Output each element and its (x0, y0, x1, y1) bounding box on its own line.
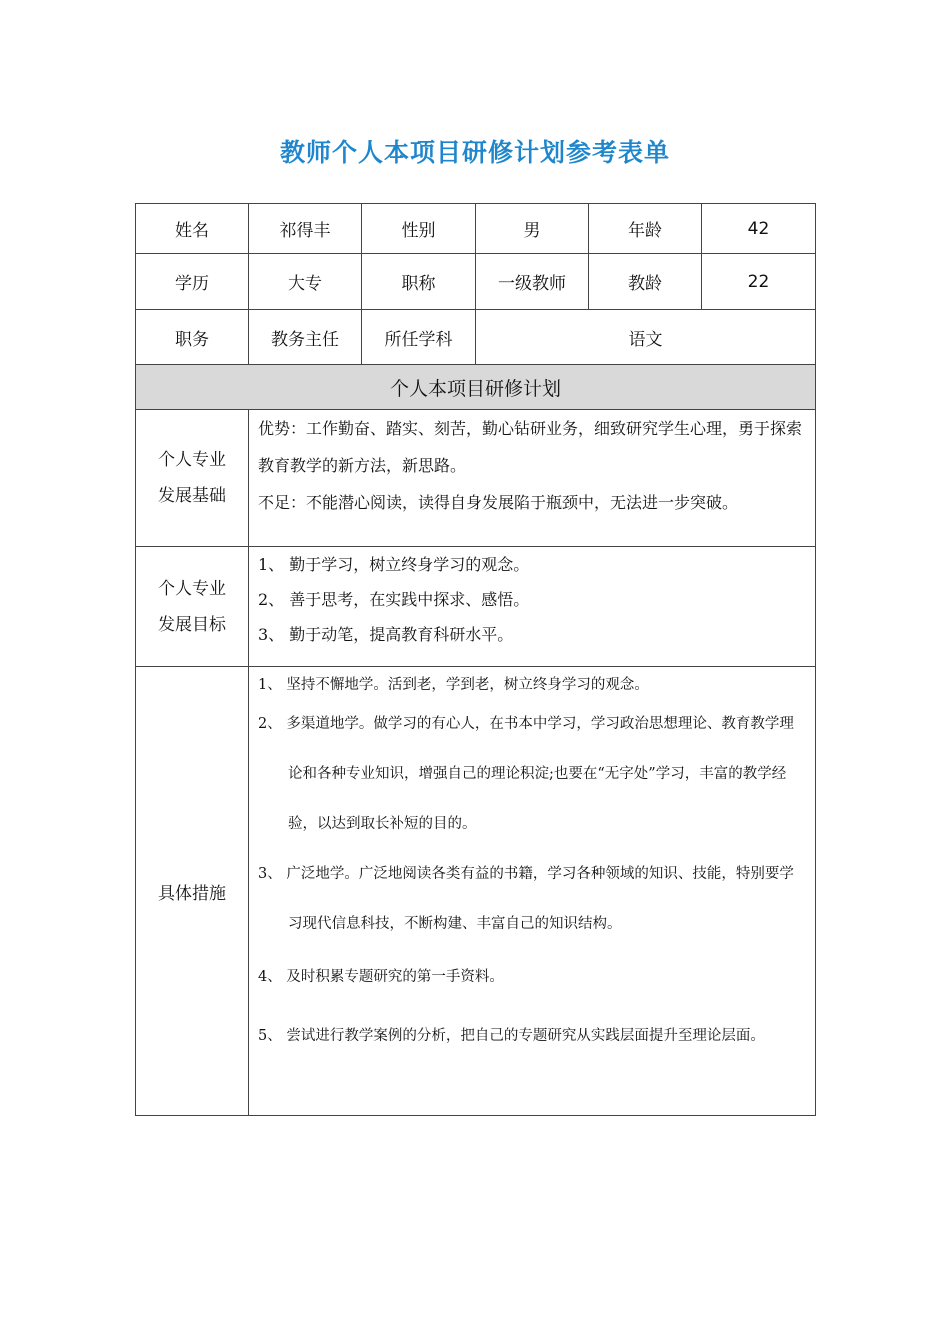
basis-row (136, 410, 816, 547)
goals-label-line1: 个人专业 (158, 578, 226, 599)
education-value: 大专 (249, 254, 362, 310)
teaching-years-value: 22 (702, 254, 816, 310)
position-label: 职务 (136, 310, 249, 365)
measure-item: 3、 广泛地学。广泛地阅读各类有益的书籍，学习各种领域的知识、技能，特别要学习现代信息科技，不断构建、丰富自己的知识结构。 (258, 866, 794, 932)
page-title: 教师个人本项目研修计划参考表单 (279, 138, 670, 167)
measures-content (249, 667, 816, 1116)
measure-item: 4、 及时积累专题研究的第一手资料。 (258, 969, 504, 985)
basis-label-line1: 个人专业 (158, 450, 226, 470)
subject-label: 所任学科 (362, 310, 476, 365)
goal-item: 1、 勤于学习，树立终身学习的观念。 (258, 555, 530, 574)
name-value: 祁得丰 (249, 204, 362, 254)
goals-label (136, 547, 249, 667)
subject-value: 语文 (476, 310, 816, 365)
age-value: 42 (702, 204, 816, 254)
position-value: 教务主任 (249, 310, 362, 365)
name-label: 姓名 (136, 204, 249, 254)
section-title: 个人本项目研修计划 (136, 365, 816, 410)
info-row-3 (136, 310, 816, 365)
teaching-years-label: 教龄 (589, 254, 702, 310)
goals-label-line2: 发展目标 (158, 614, 226, 635)
goal-item: 3、 勤于动笔，提高教育科研水平。 (258, 625, 514, 644)
education-label: 学历 (136, 254, 249, 310)
gender-label: 性别 (362, 204, 476, 254)
age-label: 年龄 (589, 204, 702, 254)
measure-item: 5、 尝试进行教学案例的分析，把自己的专题研究从实践层面提升至理论层面。 (258, 1028, 765, 1044)
gender-value: 男 (476, 204, 589, 254)
basis-weaknesses: 不足：不能潜心阅读，读得自身发展陷于瓶颈中，无法进一步突破。 (258, 493, 739, 512)
basis-label-line2: 发展基础 (158, 486, 226, 506)
measures-row (136, 667, 816, 1116)
section-banner-row (136, 365, 816, 410)
plan-form-table (135, 203, 816, 1116)
basis-content (249, 410, 816, 547)
goals-row (136, 547, 816, 667)
measure-item: 2、 多渠道地学。做学习的有心人，在书本中学习，学习政治思想理论、教育教学理论和各种专业知识，增强自己的理论积淀;也要在“无字处”学习，丰富的教学经验，以达到取长补短的目的。 (258, 716, 794, 832)
rank-value: 一级教师 (476, 254, 589, 310)
goal-item: 2、 善于思考，在实践中探求、感悟。 (258, 590, 530, 609)
basis-strengths: 优势：工作勤奋、踏实、刻苦，勤心钻研业务，细致研究学生心理，勇于探索教育教学的新方法，新思路。 (258, 419, 803, 475)
info-row-1 (136, 204, 816, 254)
rank-label: 职称 (362, 254, 476, 310)
basis-label (136, 410, 249, 547)
measure-item: 1、 坚持不懈地学。活到老，学到老，树立终身学习的观念。 (258, 677, 649, 693)
info-row-2 (136, 254, 816, 310)
goals-content (249, 547, 816, 667)
measures-label: 具体措施 (136, 667, 249, 1116)
